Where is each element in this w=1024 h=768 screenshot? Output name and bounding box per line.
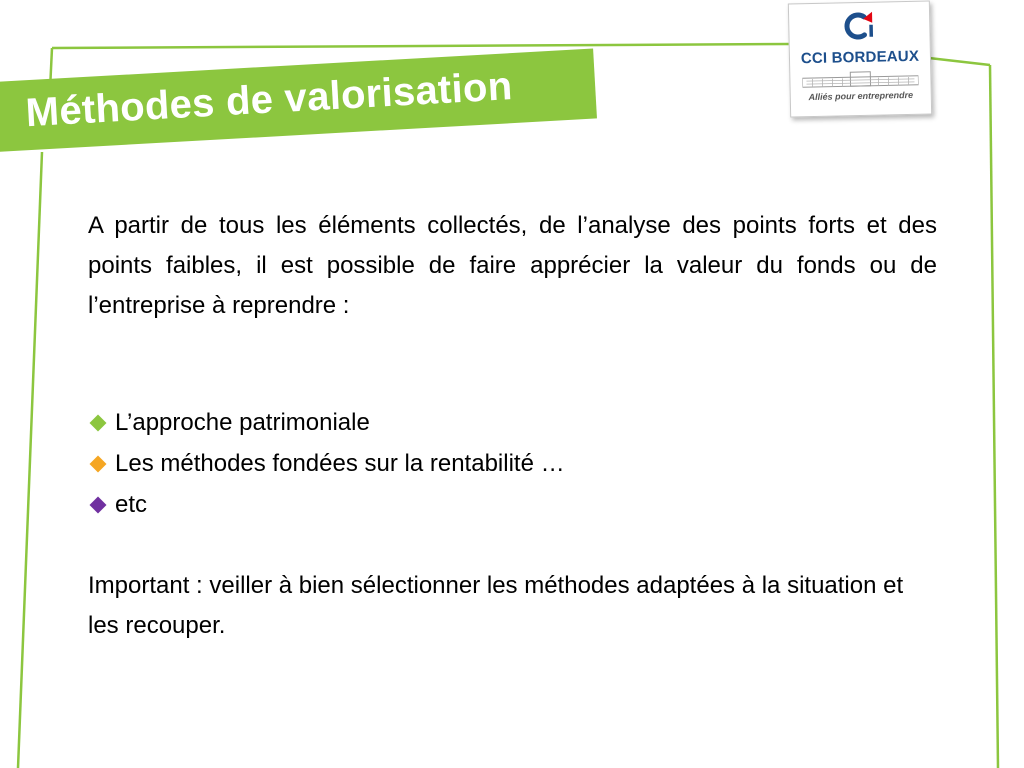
list-item bbox=[88, 484, 937, 525]
logo-name: CCI BORDEAUX bbox=[800, 47, 920, 68]
logo-tagline: Alliés pour entreprendre bbox=[808, 89, 914, 103]
diamond-bullet-icon bbox=[90, 455, 107, 472]
diamond-bullet-icon bbox=[90, 496, 107, 513]
cci-emblem-icon bbox=[842, 9, 877, 44]
slide-body bbox=[88, 206, 937, 646]
list-item-label: L’approche patrimoniale bbox=[115, 408, 370, 436]
list-item bbox=[88, 402, 937, 443]
important-note: Important : veiller à bien sélectionner les méthodes adaptées à la situation et les recouper. bbox=[88, 572, 904, 639]
cci-bordeaux-logo bbox=[788, 1, 932, 118]
list-item bbox=[88, 443, 937, 484]
building-icon bbox=[802, 70, 918, 88]
methods-list bbox=[88, 402, 937, 525]
intro-paragraph: A partir de tous les éléments collectés, de l’analyse des points forts et des points faibles, il est possible de faire apprécier la valeur du fonds ou de l’entreprise à reprendre : bbox=[88, 212, 937, 319]
slide-title: Méthodes de valorisation bbox=[24, 64, 514, 136]
list-item-label: Les méthodes fondées sur la rentabilité … bbox=[115, 449, 565, 477]
list-item-label: etc bbox=[115, 490, 148, 518]
diamond-bullet-icon bbox=[90, 414, 107, 431]
